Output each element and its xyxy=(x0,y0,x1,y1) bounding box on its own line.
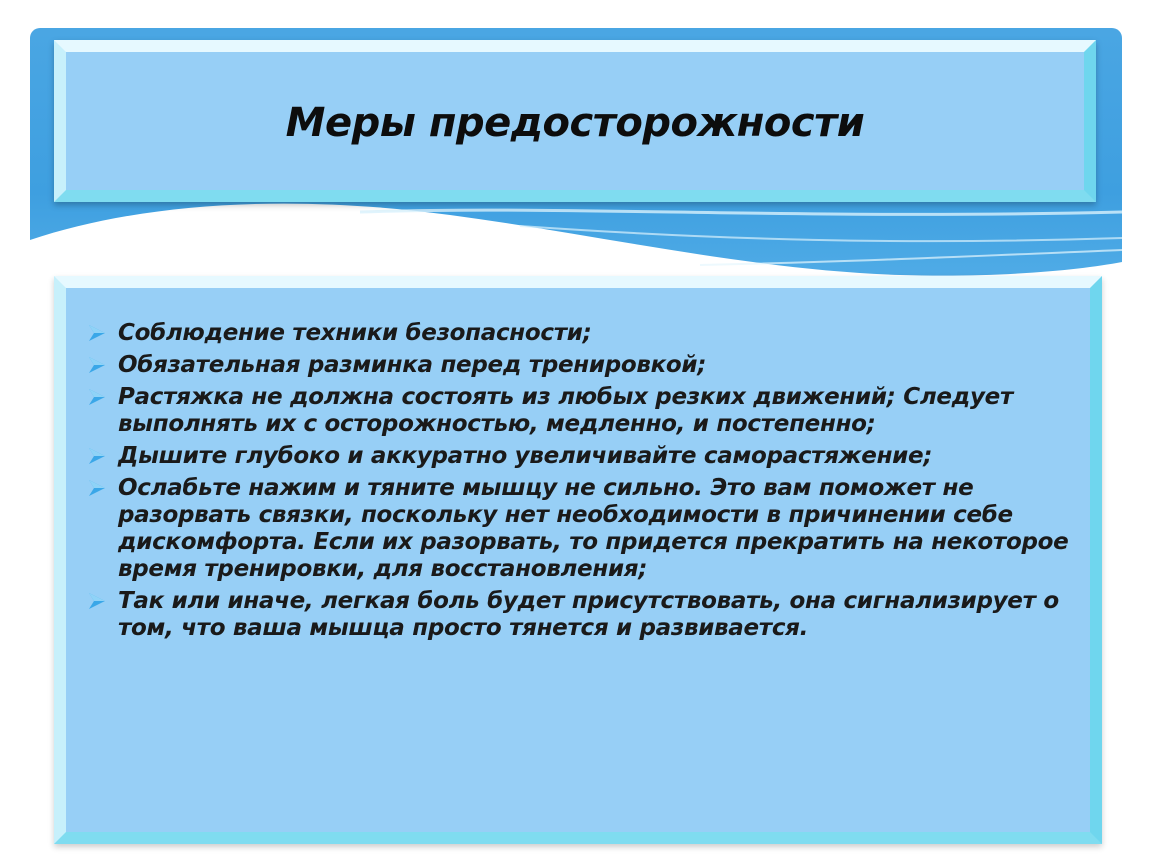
bullet-item xyxy=(84,352,1079,379)
arrow-bullet-icon xyxy=(88,592,106,610)
bullet-list xyxy=(84,320,1079,647)
bullet-text: Соблюдение техники безопасности; xyxy=(118,320,592,346)
content-panel xyxy=(54,276,1102,844)
bullet-item xyxy=(84,320,1079,347)
bullet-item xyxy=(84,384,1079,438)
arrow-bullet-icon xyxy=(88,447,106,465)
arrow-bullet-icon xyxy=(88,356,106,374)
arrow-bullet-icon xyxy=(88,324,106,342)
bullet-text: Обязательная разминка перед тренировкой; xyxy=(118,352,707,378)
slide-title: Меры предосторожности xyxy=(285,100,865,146)
arrow-bullet-icon xyxy=(88,388,106,406)
arrow-bullet-icon xyxy=(88,479,106,497)
bullet-text: Так или иначе, легкая боль будет присутствовать, она сигнализирует о том, что ваша мышца просто тянется и развивается. xyxy=(118,588,1059,641)
bullet-item xyxy=(84,588,1079,642)
bullet-item xyxy=(84,475,1079,583)
bullet-text: Растяжка не должна состоять из любых резких движений; Следует выполнять их с осторожностью, медленно, и постепенно; xyxy=(118,384,1013,437)
title-panel xyxy=(54,40,1096,202)
bullet-text: Дышите глубоко и аккуратно увеличивайте саморастяжение; xyxy=(118,443,933,469)
bullet-text: Ослабьте нажим и тяните мышцу не сильно. Это вам поможет не разорвать связки, поскольку нет необходимости в причинении себе дискомфорта. Если их разорвать, то придется прекратить на некоторое время тренировки, для восстановления; xyxy=(118,475,1069,582)
bullet-item xyxy=(84,443,1079,470)
